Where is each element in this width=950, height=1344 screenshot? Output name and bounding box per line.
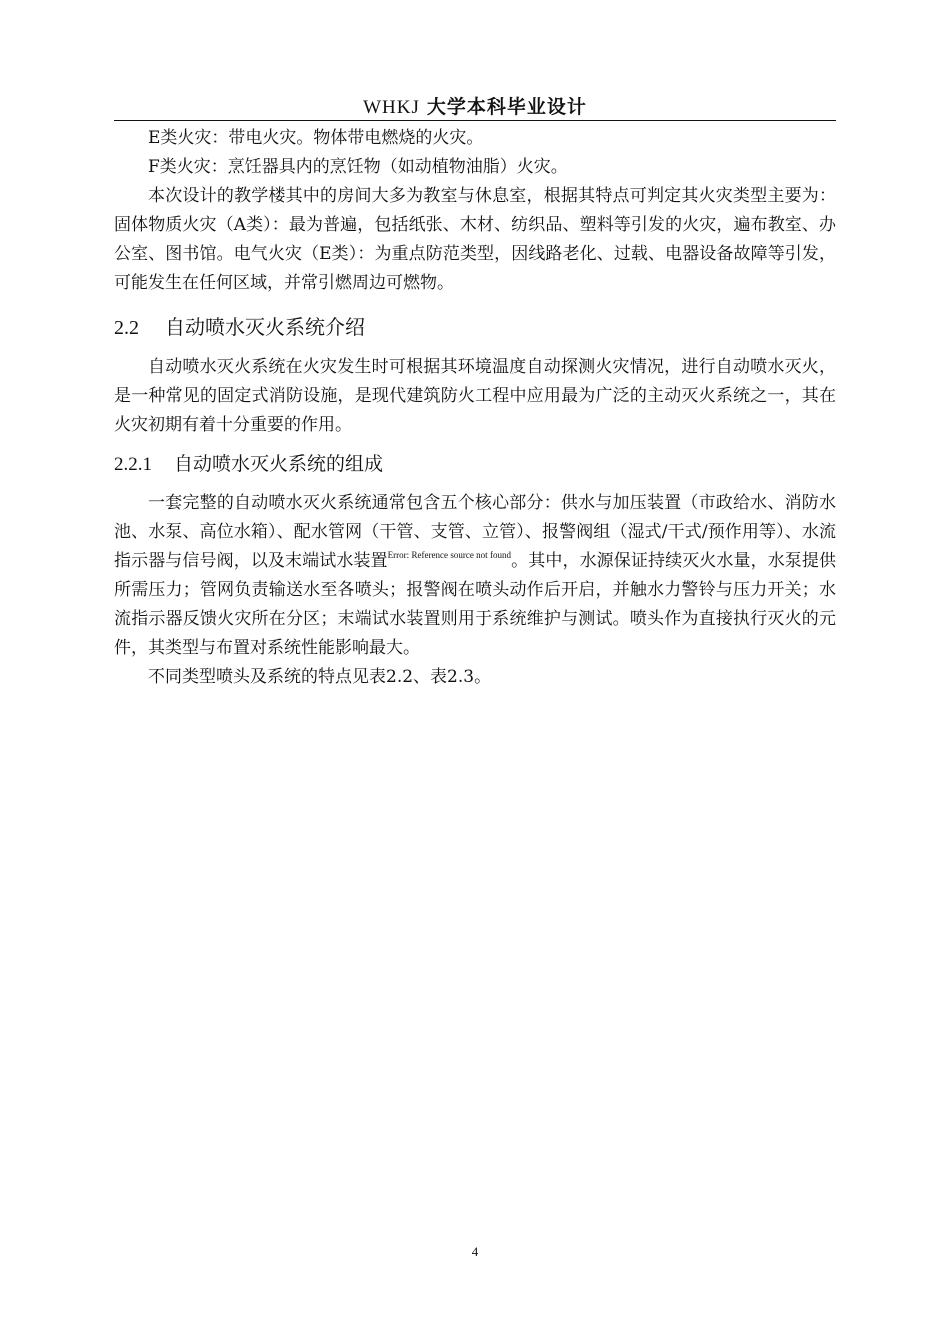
subsection-number: 2.2.1 <box>114 454 152 475</box>
section-heading-2-2 <box>114 312 836 343</box>
section-title: 自动喷水灭火系统介绍 <box>165 315 365 339</box>
paragraph-text-part1: 一套完整的自动喷水灭火系统通常包含五个核心部分：供水与加压装置（市政给水、消防水池、水泵、高位水箱）、配水管网（干管、支管、立管）、报警阀组（湿式/干式/预作用等）、水流指示器与信号阀，以及末端试水装置 <box>114 493 836 571</box>
document-body <box>114 124 836 692</box>
section-heading-2-2-1 <box>114 450 836 479</box>
subsection-title: 自动喷水灭火系统的组成 <box>174 453 384 475</box>
reference-error-note: Error: Reference source not found <box>387 550 512 560</box>
header-university-code: WHKJ <box>363 97 420 118</box>
paragraph-sprinkler-intro: 自动喷水灭火系统在火灾发生时可根据其环境温度自动探测火灾情况，进行自动喷水灭火，是一种常见的固定式消防设施，是现代建筑防火工程中应用最为广泛的主动灭火系统之一，其在火灾初期有着十分重要的作用。 <box>114 357 836 435</box>
page-number: 4 <box>471 1244 479 1259</box>
section-number: 2.2 <box>114 317 139 339</box>
paragraph-sprinkler-components <box>114 489 836 663</box>
paragraph-building-fire-types: 本次设计的教学楼其中的房间大多为教室与休息室，根据其特点可判定其火灾类型主要为：固体物质火灾（A类）：最为普遍，包括纸张、木材、纺织品、塑料等引发的火灾，遍布教室、办公室、图书馆。电气火灾（E类）：为重点防范类型，因线路老化、过载、电器设备故障等引发，可能发生在任何区域，并常引燃周边可燃物。 <box>114 186 836 293</box>
paragraph-text-part2: 。其中，水源保证持续灭火水量，水泵提供所需压力；管网负责输送水至各喷头；报警阀在喷头动作后开启，并触水力警铃与压力开关；水流指示器反馈火灾所在分区；末端试水装置则用于系统维护与测试。喷头作为直接执行灭火的元件，其类型与布置对系统性能影响最大。 <box>114 551 837 658</box>
header-title: 大学本科毕业设计 <box>426 96 587 118</box>
paragraph-fire-class-f: F类火灾：烹饪器具内的烹饪物（如动植物油脂）火灾。 <box>148 157 568 177</box>
paragraph-fire-class-e: E类火灾：带电火灾。物体带电燃烧的火灾。 <box>148 128 484 148</box>
header-rule <box>114 120 836 121</box>
paragraph-table-reference: 不同类型喷头及系统的特点见表2.2、表2.3。 <box>148 667 492 687</box>
page-header <box>114 93 836 121</box>
